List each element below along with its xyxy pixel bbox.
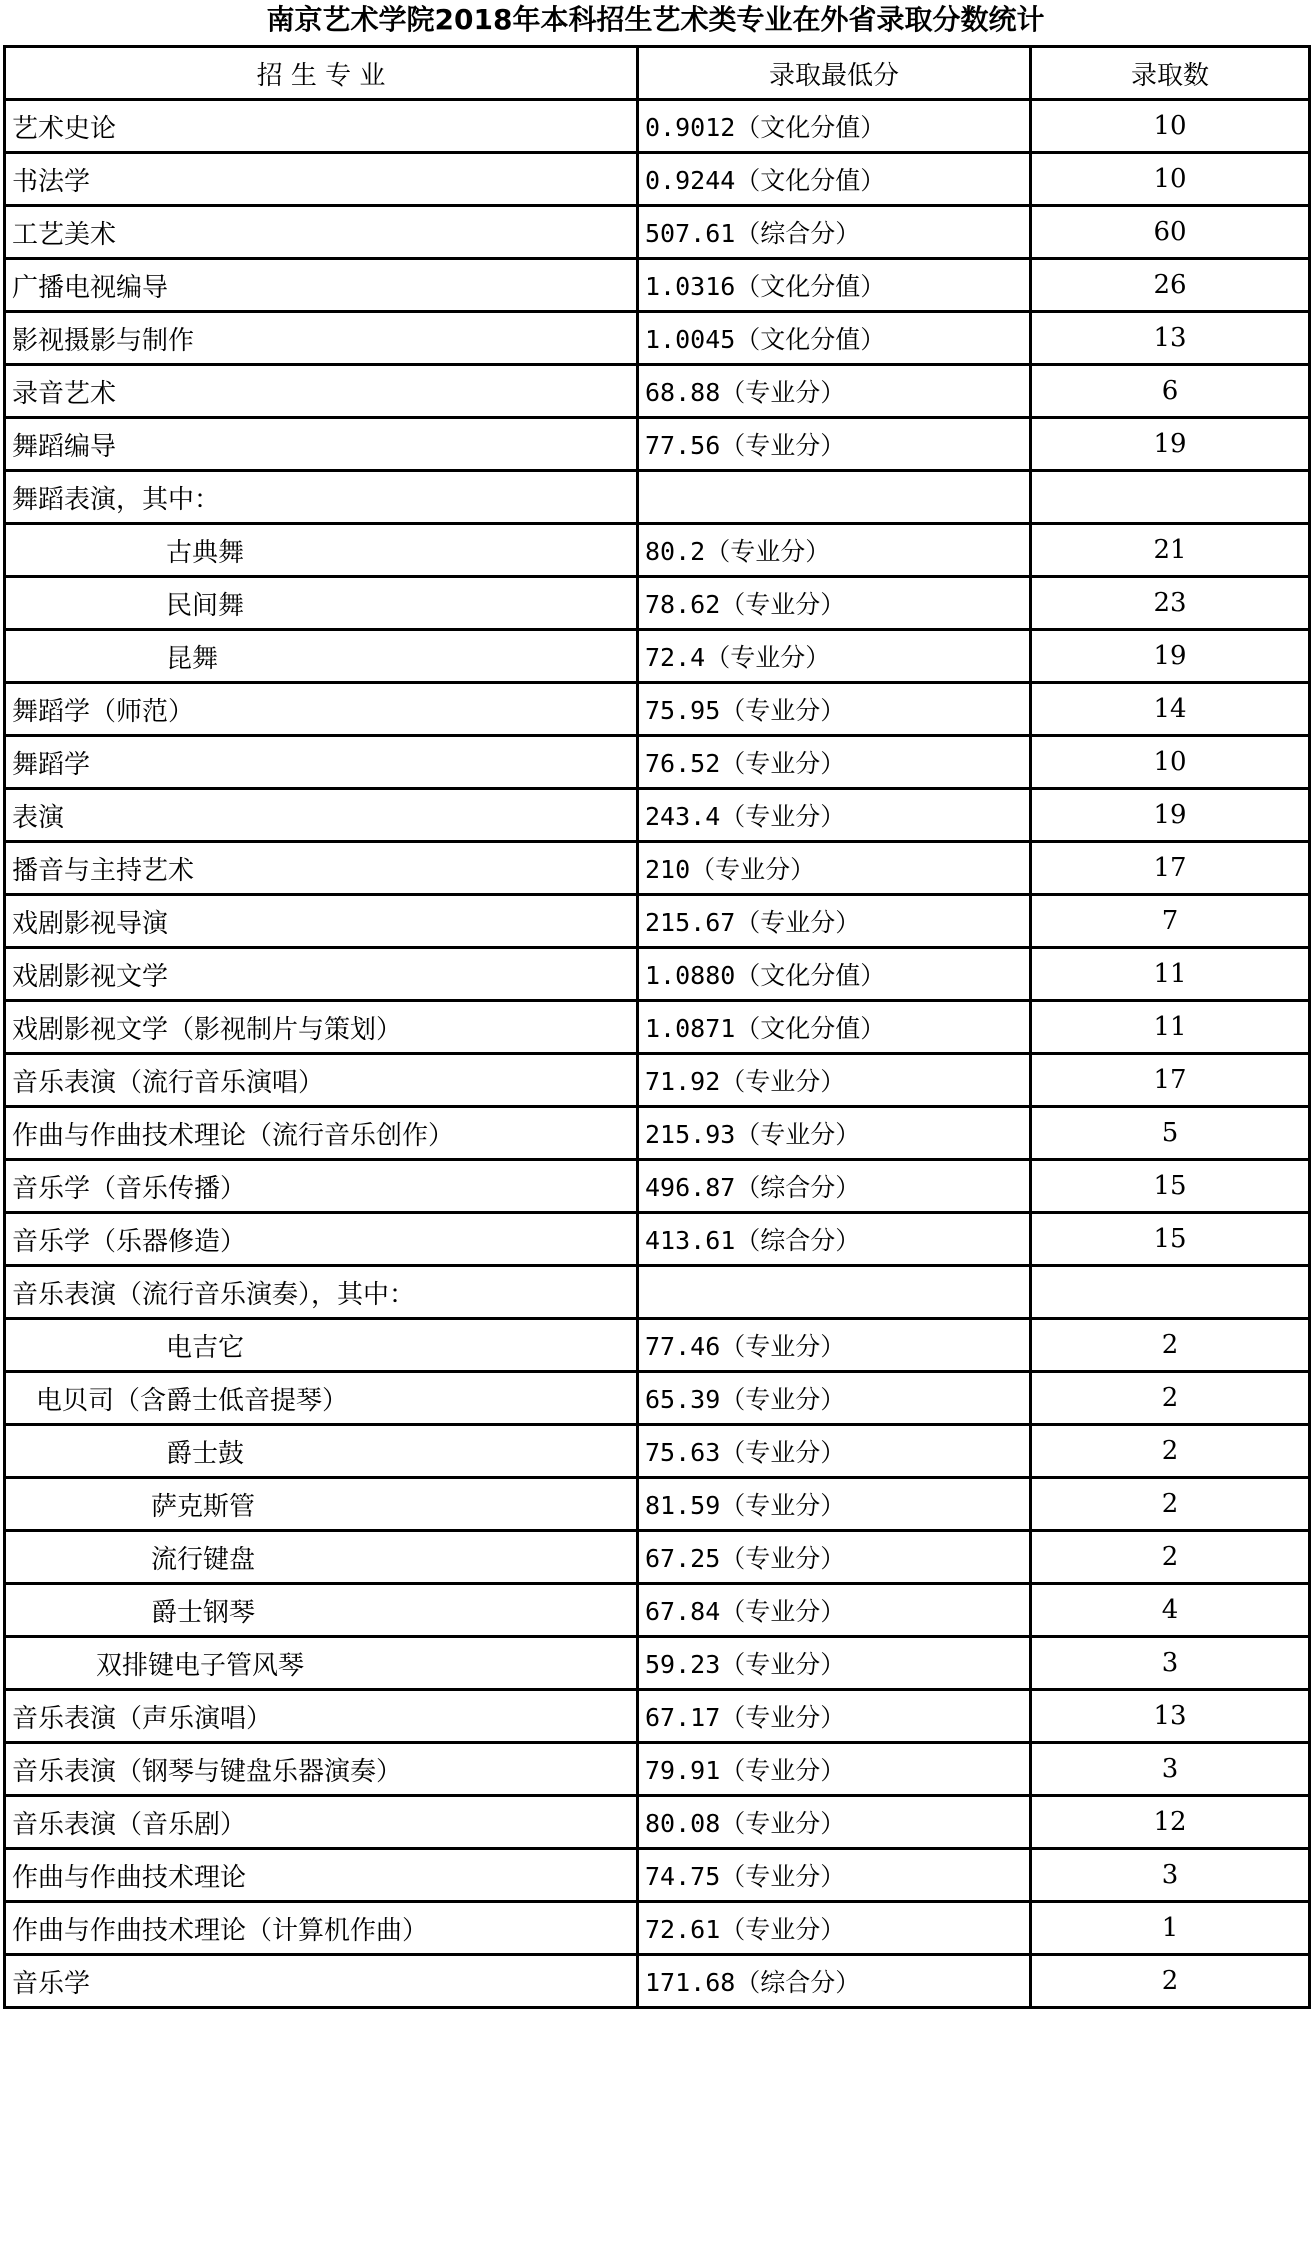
major-cell: 音乐表演（流行音乐演奏），其中： bbox=[5, 1266, 638, 1319]
table-row bbox=[5, 312, 1310, 365]
major-cell: 音乐表演（流行音乐演唱） bbox=[5, 1054, 638, 1107]
min-score-cell: 77.56（专业分） bbox=[638, 418, 1031, 471]
min-score-cell: 74.75（专业分） bbox=[638, 1849, 1031, 1902]
min-score-cell: 1.0316（文化分值） bbox=[638, 259, 1031, 312]
major-cell: 戏剧影视文学（影视制片与策划） bbox=[5, 1001, 638, 1054]
min-score-cell: 507.61（综合分） bbox=[638, 206, 1031, 259]
min-score-cell: 1.0871（文化分值） bbox=[638, 1001, 1031, 1054]
count-cell: 6 bbox=[1031, 365, 1310, 418]
table-row bbox=[5, 1372, 1310, 1425]
min-score-cell: 210（专业分） bbox=[638, 842, 1031, 895]
count-cell: 7 bbox=[1031, 895, 1310, 948]
min-score-cell: 75.63（专业分） bbox=[638, 1425, 1031, 1478]
major-cell: 音乐学（乐器修造） bbox=[5, 1213, 638, 1266]
min-score-cell: 79.91（专业分） bbox=[638, 1743, 1031, 1796]
admission-score-table bbox=[3, 45, 1311, 2009]
major-cell: 影视摄影与制作 bbox=[5, 312, 638, 365]
major-cell: 艺术史论 bbox=[5, 100, 638, 153]
table-row bbox=[5, 1902, 1310, 1955]
min-score-cell bbox=[638, 471, 1031, 524]
table-row bbox=[5, 683, 1310, 736]
min-score-cell: 1.0880（文化分值） bbox=[638, 948, 1031, 1001]
major-cell: 舞蹈学（师范） bbox=[5, 683, 638, 736]
major-cell: 作曲与作曲技术理论（计算机作曲） bbox=[5, 1902, 638, 1955]
min-score-cell: 1.0045（文化分值） bbox=[638, 312, 1031, 365]
header-count: 录取数 bbox=[1031, 47, 1310, 100]
count-cell: 15 bbox=[1031, 1213, 1310, 1266]
major-cell: 电吉它 bbox=[5, 1319, 638, 1372]
major-cell: 戏剧影视导演 bbox=[5, 895, 638, 948]
major-cell: 音乐学 bbox=[5, 1955, 638, 2008]
count-cell: 14 bbox=[1031, 683, 1310, 736]
count-cell: 2 bbox=[1031, 1372, 1310, 1425]
table-row bbox=[5, 1425, 1310, 1478]
page-title: 南京艺术学院2018年本科招生艺术类专业在外省录取分数统计 bbox=[266, 3, 1045, 36]
major-cell: 民间舞 bbox=[5, 577, 638, 630]
major-cell: 戏剧影视文学 bbox=[5, 948, 638, 1001]
table-row bbox=[5, 1955, 1310, 2008]
table-row bbox=[5, 736, 1310, 789]
count-cell: 2 bbox=[1031, 1478, 1310, 1531]
table-row bbox=[5, 418, 1310, 471]
table-row bbox=[5, 1001, 1310, 1054]
table-row bbox=[5, 948, 1310, 1001]
min-score-cell: 77.46（专业分） bbox=[638, 1319, 1031, 1372]
count-cell bbox=[1031, 1266, 1310, 1319]
header-min-score: 录取最低分 bbox=[638, 47, 1031, 100]
min-score-cell: 67.84（专业分） bbox=[638, 1584, 1031, 1637]
count-cell: 15 bbox=[1031, 1160, 1310, 1213]
header-major: 招 生 专 业 bbox=[5, 47, 638, 100]
table-header-row bbox=[5, 47, 1310, 100]
count-cell: 2 bbox=[1031, 1425, 1310, 1478]
table-row bbox=[5, 471, 1310, 524]
table-row bbox=[5, 365, 1310, 418]
major-cell: 流行键盘 bbox=[5, 1531, 638, 1584]
count-cell: 2 bbox=[1031, 1531, 1310, 1584]
count-cell: 10 bbox=[1031, 736, 1310, 789]
table-row bbox=[5, 1690, 1310, 1743]
table-row bbox=[5, 1849, 1310, 1902]
min-score-cell: 72.4（专业分） bbox=[638, 630, 1031, 683]
table-row bbox=[5, 630, 1310, 683]
major-cell: 爵士鼓 bbox=[5, 1425, 638, 1478]
count-cell: 13 bbox=[1031, 1690, 1310, 1743]
min-score-cell: 59.23（专业分） bbox=[638, 1637, 1031, 1690]
count-cell bbox=[1031, 471, 1310, 524]
min-score-cell: 76.52（专业分） bbox=[638, 736, 1031, 789]
min-score-cell: 68.88（专业分） bbox=[638, 365, 1031, 418]
count-cell: 17 bbox=[1031, 842, 1310, 895]
major-cell: 作曲与作曲技术理论 bbox=[5, 1849, 638, 1902]
major-cell: 古典舞 bbox=[5, 524, 638, 577]
count-cell: 11 bbox=[1031, 1001, 1310, 1054]
min-score-cell bbox=[638, 1266, 1031, 1319]
count-cell: 19 bbox=[1031, 418, 1310, 471]
major-cell: 昆舞 bbox=[5, 630, 638, 683]
table-row bbox=[5, 842, 1310, 895]
min-score-cell: 0.9012（文化分值） bbox=[638, 100, 1031, 153]
table-row bbox=[5, 524, 1310, 577]
table-row bbox=[5, 259, 1310, 312]
table-row bbox=[5, 153, 1310, 206]
count-cell: 26 bbox=[1031, 259, 1310, 312]
min-score-cell: 67.25（专业分） bbox=[638, 1531, 1031, 1584]
major-cell: 音乐表演（钢琴与键盘乐器演奏） bbox=[5, 1743, 638, 1796]
min-score-cell: 0.9244（文化分值） bbox=[638, 153, 1031, 206]
table-row bbox=[5, 1213, 1310, 1266]
min-score-cell: 496.87（综合分） bbox=[638, 1160, 1031, 1213]
table-row bbox=[5, 206, 1310, 259]
table-row bbox=[5, 1266, 1310, 1319]
min-score-cell: 215.67（专业分） bbox=[638, 895, 1031, 948]
count-cell: 1 bbox=[1031, 1902, 1310, 1955]
count-cell: 17 bbox=[1031, 1054, 1310, 1107]
table-row bbox=[5, 1054, 1310, 1107]
table-row bbox=[5, 100, 1310, 153]
major-cell: 工艺美术 bbox=[5, 206, 638, 259]
count-cell: 19 bbox=[1031, 630, 1310, 683]
table-row bbox=[5, 1160, 1310, 1213]
count-cell: 21 bbox=[1031, 524, 1310, 577]
major-cell: 广播电视编导 bbox=[5, 259, 638, 312]
count-cell: 10 bbox=[1031, 153, 1310, 206]
major-cell: 舞蹈编导 bbox=[5, 418, 638, 471]
count-cell: 3 bbox=[1031, 1637, 1310, 1690]
count-cell: 2 bbox=[1031, 1955, 1310, 2008]
table-row bbox=[5, 1637, 1310, 1690]
min-score-cell: 413.61（综合分） bbox=[638, 1213, 1031, 1266]
table-body bbox=[5, 100, 1310, 2008]
min-score-cell: 80.2（专业分） bbox=[638, 524, 1031, 577]
table-row bbox=[5, 1743, 1310, 1796]
min-score-cell: 171.68（综合分） bbox=[638, 1955, 1031, 2008]
table-row bbox=[5, 1319, 1310, 1372]
major-cell: 萨克斯管 bbox=[5, 1478, 638, 1531]
count-cell: 2 bbox=[1031, 1319, 1310, 1372]
table-row bbox=[5, 789, 1310, 842]
major-cell: 音乐表演（音乐剧） bbox=[5, 1796, 638, 1849]
min-score-cell: 75.95（专业分） bbox=[638, 683, 1031, 736]
count-cell: 11 bbox=[1031, 948, 1310, 1001]
count-cell: 23 bbox=[1031, 577, 1310, 630]
major-cell: 舞蹈表演，其中： bbox=[5, 471, 638, 524]
min-score-cell: 81.59（专业分） bbox=[638, 1478, 1031, 1531]
count-cell: 60 bbox=[1031, 206, 1310, 259]
min-score-cell: 80.08（专业分） bbox=[638, 1796, 1031, 1849]
min-score-cell: 67.17（专业分） bbox=[638, 1690, 1031, 1743]
count-cell: 5 bbox=[1031, 1107, 1310, 1160]
table-row bbox=[5, 895, 1310, 948]
min-score-cell: 71.92（专业分） bbox=[638, 1054, 1031, 1107]
count-cell: 13 bbox=[1031, 312, 1310, 365]
major-cell: 电贝司（含爵士低音提琴） bbox=[5, 1372, 638, 1425]
min-score-cell: 72.61（专业分） bbox=[638, 1902, 1031, 1955]
min-score-cell: 243.4（专业分） bbox=[638, 789, 1031, 842]
table-row bbox=[5, 1796, 1310, 1849]
major-cell: 书法学 bbox=[5, 153, 638, 206]
count-cell: 3 bbox=[1031, 1743, 1310, 1796]
major-cell: 播音与主持艺术 bbox=[5, 842, 638, 895]
major-cell: 爵士钢琴 bbox=[5, 1584, 638, 1637]
major-cell: 舞蹈学 bbox=[5, 736, 638, 789]
count-cell: 4 bbox=[1031, 1584, 1310, 1637]
table-row bbox=[5, 1107, 1310, 1160]
major-cell: 表演 bbox=[5, 789, 638, 842]
table-row bbox=[5, 577, 1310, 630]
table-row bbox=[5, 1531, 1310, 1584]
count-cell: 3 bbox=[1031, 1849, 1310, 1902]
table-row bbox=[5, 1584, 1310, 1637]
count-cell: 19 bbox=[1031, 789, 1310, 842]
min-score-cell: 215.93（专业分） bbox=[638, 1107, 1031, 1160]
min-score-cell: 78.62（专业分） bbox=[638, 577, 1031, 630]
major-cell: 双排键电子管风琴 bbox=[5, 1637, 638, 1690]
major-cell: 作曲与作曲技术理论（流行音乐创作） bbox=[5, 1107, 638, 1160]
count-cell: 10 bbox=[1031, 100, 1310, 153]
count-cell: 12 bbox=[1031, 1796, 1310, 1849]
major-cell: 录音艺术 bbox=[5, 365, 638, 418]
min-score-cell: 65.39（专业分） bbox=[638, 1372, 1031, 1425]
major-cell: 音乐表演（声乐演唱） bbox=[5, 1690, 638, 1743]
table-row bbox=[5, 1478, 1310, 1531]
major-cell: 音乐学（音乐传播） bbox=[5, 1160, 638, 1213]
